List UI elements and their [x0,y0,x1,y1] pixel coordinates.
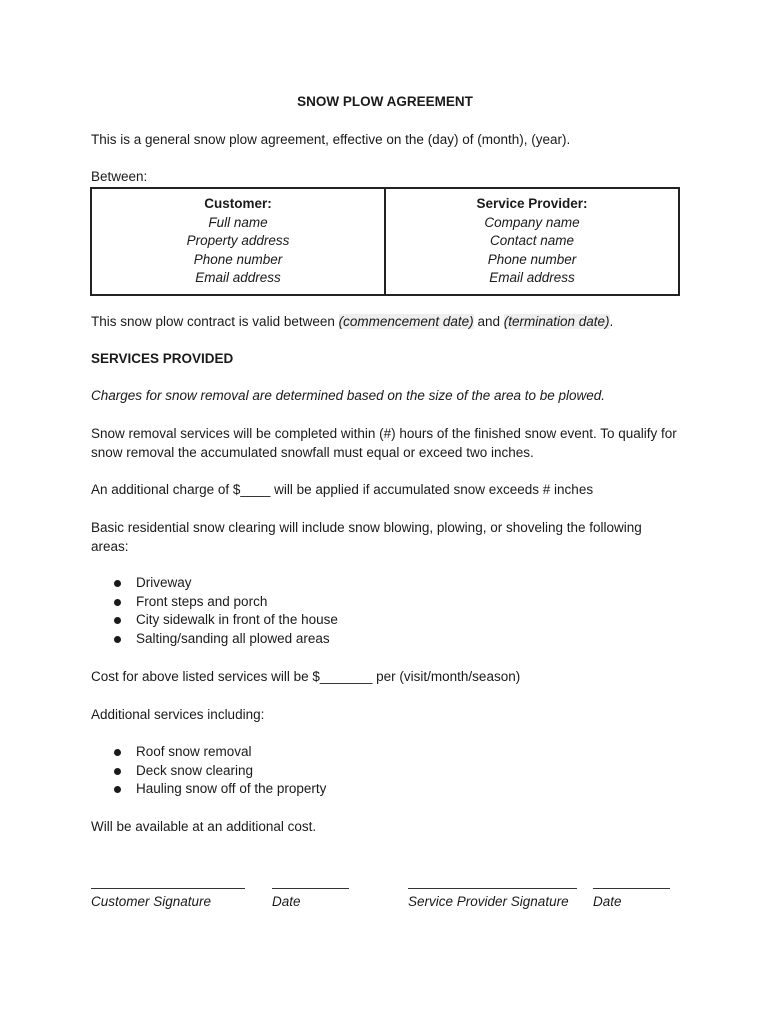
list-item: Hauling snow off of the property [91,780,326,799]
provider-signature-line [408,888,577,889]
customer-property-address: Property address [186,233,290,248]
additional-charge-paragraph: An additional charge of $____ will be applied if accumulated snow exceeds # inches [91,482,594,497]
validity-middle: and [473,314,504,329]
charges-note: Charges for snow removal are determined based on the size of the area to be plowed. [91,388,606,403]
additional-cost-note: Will be available at an additional cost. [91,819,317,834]
customer-phone-number: Phone number [193,251,283,267]
services-heading: SERVICES PROVIDED [91,351,234,366]
provider-signature-label: Service Provider Signature [408,894,569,909]
additional-services-list [91,743,326,799]
list-item: Deck snow clearing [91,762,326,781]
provider-contact-name: Contact name [489,233,575,248]
customer-cell [91,188,385,295]
customer-date-line [272,888,349,889]
validity-suffix: . [609,314,614,329]
customer-date-label: Date [272,894,301,909]
provider-date-label: Date [593,894,622,909]
completion-paragraph: Snow removal services will be completed within (#) hours of the finished snow event. To qualify for snow removal the accumulated snowfall must equal or exceed two inches. [91,426,677,460]
document-title: SNOW PLOW AGREEMENT [297,94,473,109]
basic-clearing-paragraph: Basic residential snow clearing will include snow blowing, plowing, or shoveling the following areas: [91,520,642,554]
validity-prefix: This snow plow contract is valid between [91,314,339,329]
termination-date: (termination date) [503,314,610,329]
validity-paragraph [91,314,613,329]
customer-signature-line [91,888,245,889]
cost-paragraph: Cost for above listed services will be $_______ per (visit/month/season) [91,669,521,684]
basic-areas-list [91,574,338,648]
provider-heading: Service Provider: [476,196,588,211]
list-item: City sidewalk in front of the house [91,611,338,630]
provider-phone-number: Phone number [487,251,577,267]
provider-email-address: Email address [489,270,575,285]
parties-table [90,187,680,296]
additional-services-label: Additional services including: [91,707,265,722]
list-item: Salting/sanding all plowed areas [91,630,338,649]
commencement-date: (commencement date) [338,314,474,329]
list-item: Driveway [91,574,338,593]
customer-email-address: Email address [195,270,281,285]
provider-cell [385,188,679,295]
provider-company-name: Company name [484,214,580,230]
intro-paragraph: This is a general snow plow agreement, effective on the (day) of (month), (year). [91,132,571,147]
customer-signature-label: Customer Signature [91,894,212,909]
list-item: Front steps and porch [91,593,338,612]
between-label: Between: [91,169,148,184]
list-item: Roof snow removal [91,743,326,762]
customer-full-name: Full name [208,214,268,230]
customer-heading: Customer: [204,196,272,211]
provider-date-line [593,888,670,889]
